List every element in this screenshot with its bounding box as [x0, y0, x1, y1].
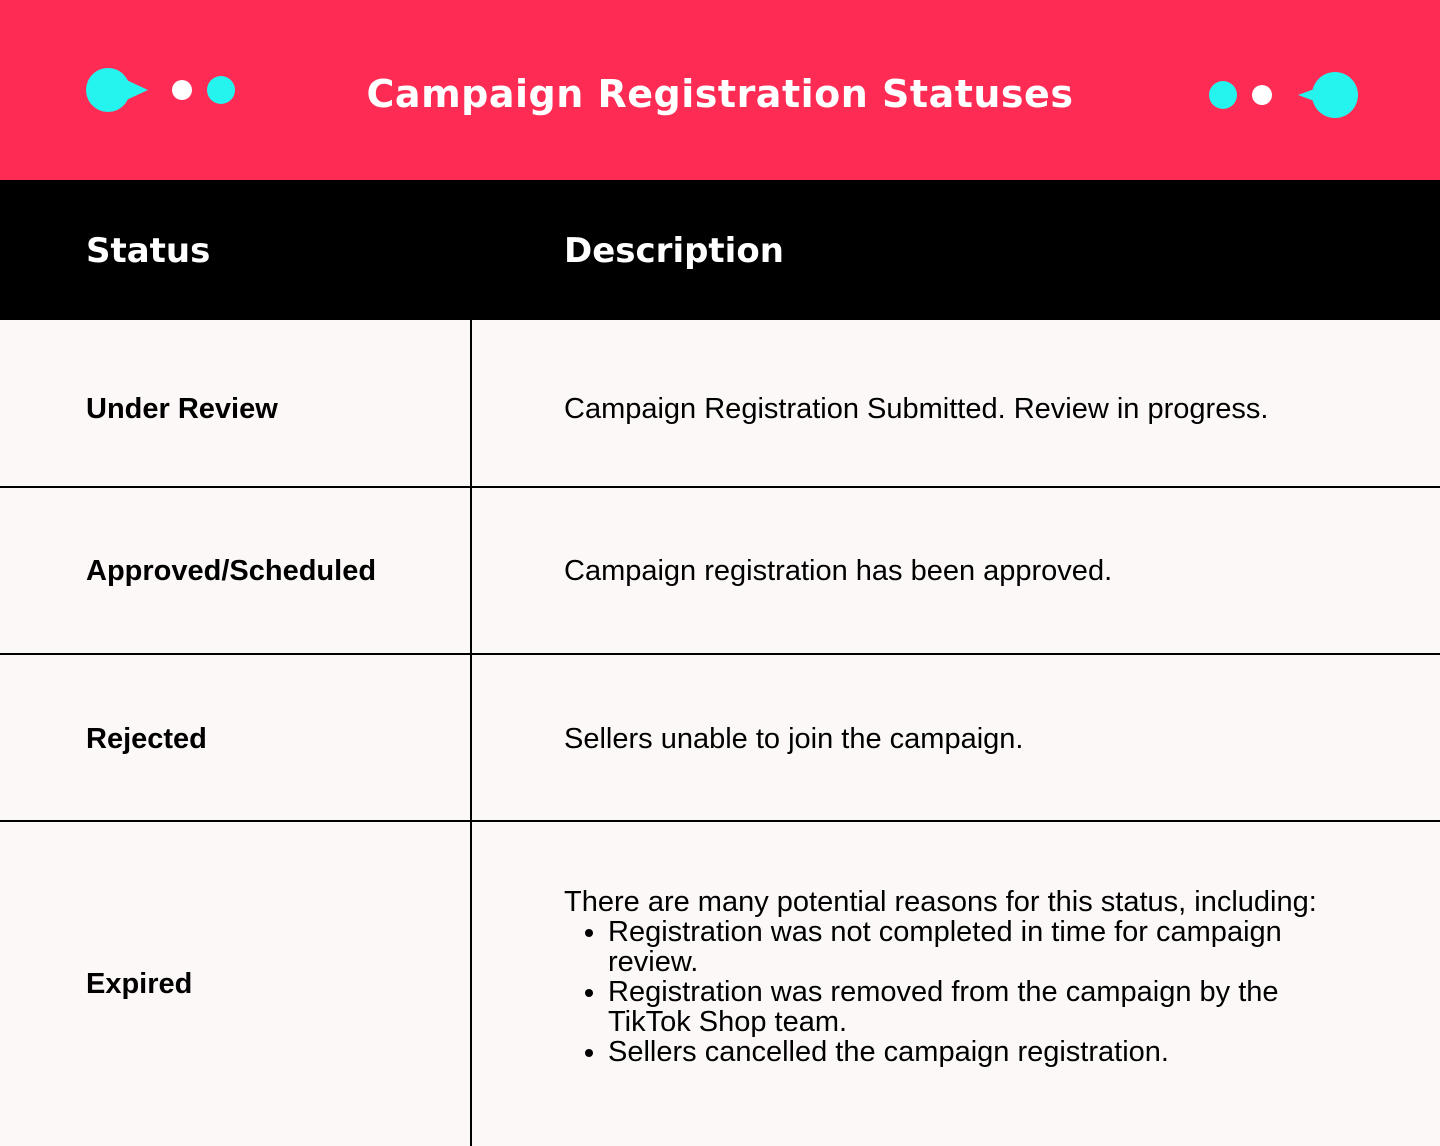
status-under-review: Under Review — [86, 393, 278, 425]
list-item: • Sellers cancelled the campaign registration. — [608, 1037, 1344, 1067]
description-approved-scheduled: Campaign registration has been approved. — [564, 555, 1113, 587]
expired-intro: There are many potential reasons for this status, including: — [564, 886, 1317, 918]
row-divider — [0, 820, 1440, 822]
status-rejected: Rejected — [86, 723, 207, 755]
row-divider — [0, 486, 1440, 488]
row-divider — [0, 653, 1440, 655]
description-expired — [564, 887, 1344, 1067]
list-item: • Registration was not completed in time for campaign review. — [608, 917, 1344, 977]
column-divider — [470, 320, 472, 1146]
description-under-review: Campaign Registration Submitted. Review in progress. — [564, 393, 1269, 425]
status-approved-scheduled: Approved/Scheduled — [86, 555, 377, 587]
list-item: • Registration was removed from the campaign by the TikTok Shop team. — [608, 977, 1344, 1037]
expired-reasons-list — [564, 917, 1344, 1067]
page-title: Campaign Registration Statuses — [366, 72, 1074, 116]
column-header-status: Status — [86, 231, 211, 271]
description-rejected: Sellers unable to join the campaign. — [564, 723, 1024, 755]
status-expired: Expired — [86, 968, 193, 1000]
column-header-description: Description — [564, 231, 784, 271]
decorative-bubbles-right-icon — [1200, 68, 1370, 128]
